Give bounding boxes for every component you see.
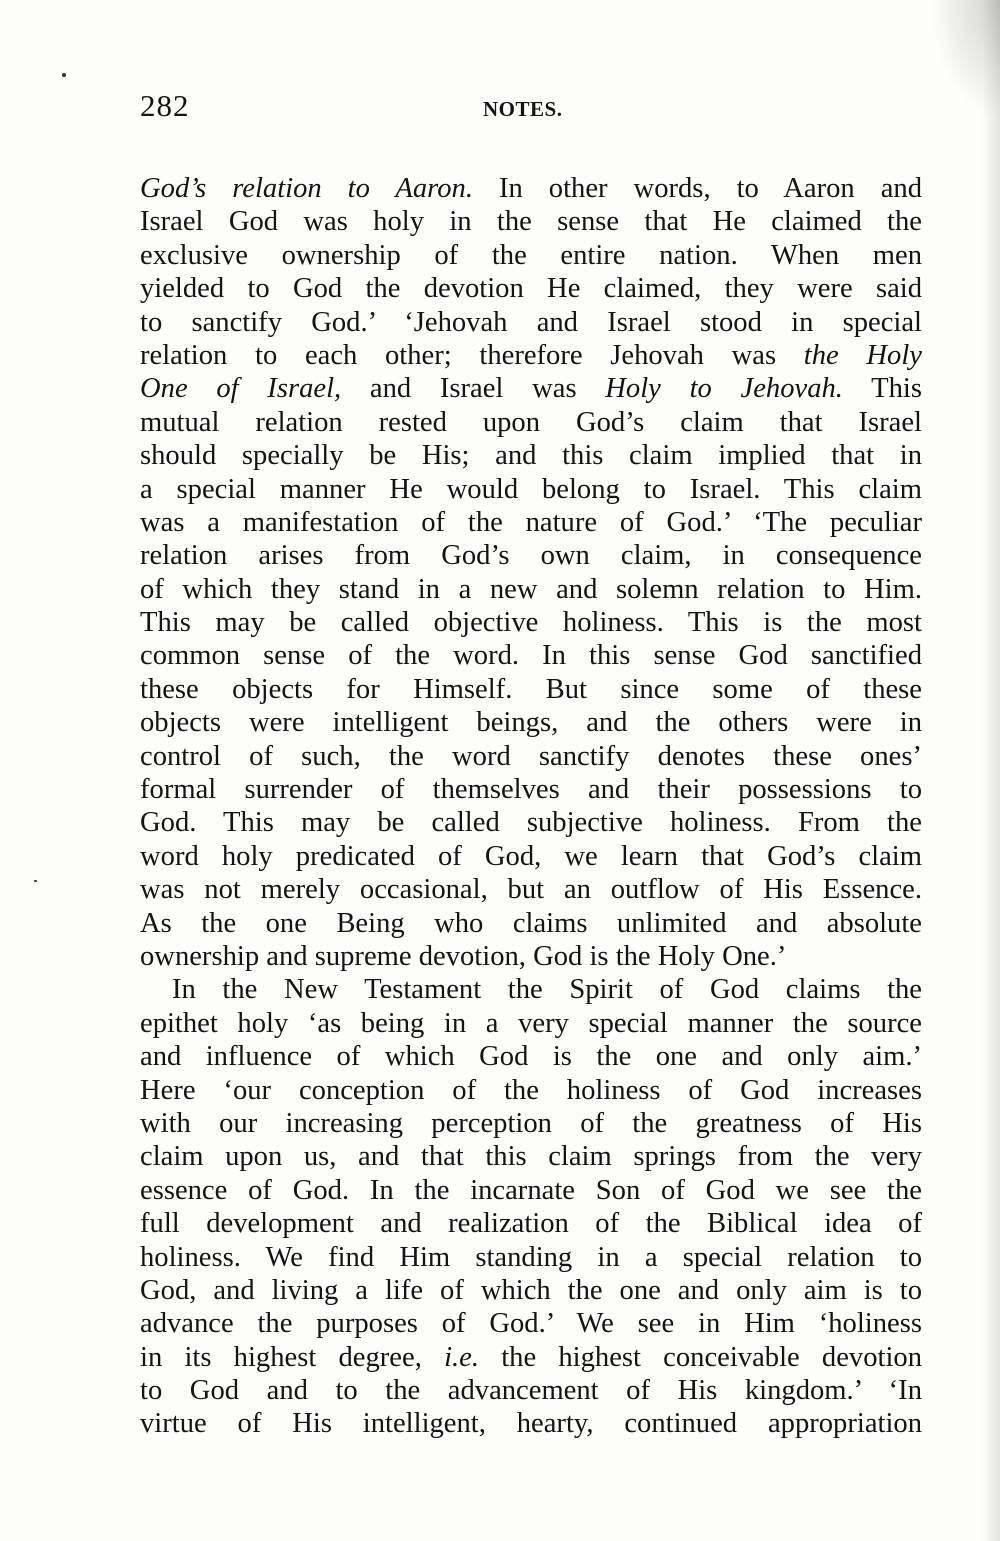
text-line: ownership and supreme devotion, God is the Holy One.’ <box>140 940 787 972</box>
text-line: and influence of which God is the one and only aim.’ <box>140 1041 922 1073</box>
italic-text: the Holy <box>803 339 922 371</box>
text-line <box>140 372 922 405</box>
text-line: was a manifestation of the nature of God.’ ‘The peculiar <box>140 506 922 538</box>
text-line: relation arises from God’s own claim, in consequence <box>140 540 922 572</box>
text-line: essence of God. In the incarnate Son of God we see the <box>140 1174 922 1206</box>
text-line: to God and to the advancement of His kingdom.’ ‘In <box>140 1375 922 1407</box>
text-line: Israel God was holy in the sense that He claimed the <box>140 206 922 238</box>
text-line: common sense of the word. In this sense God sanctified <box>140 640 922 672</box>
text-line: Here ‘our conception of the holiness of God increases <box>140 1074 922 1106</box>
text-line: God. This may be called subjective holiness. From the <box>140 807 922 839</box>
page-header <box>140 88 922 128</box>
text-line: with our increasing perception of the greatness of His <box>140 1107 922 1139</box>
text-line <box>140 1341 922 1374</box>
print-speck <box>62 73 66 77</box>
text-run: In other words, to Aaron and <box>472 173 922 204</box>
text-line: formal surrender of themselves and their possessions to <box>140 774 922 806</box>
text-line: full development and realization of the Biblical idea of <box>140 1208 922 1240</box>
text-run: the highest conceivable devotion <box>479 1341 922 1373</box>
text-line: to sanctify God.’ ‘Jehovah and Israel stood in special <box>140 306 922 338</box>
text-line: a special manner He would belong to Israel. This claim <box>140 473 922 505</box>
text-line <box>140 172 922 205</box>
text-line: As the one Being who claims unlimited and absolute <box>140 907 922 939</box>
italic-text: i.e. <box>444 1341 479 1373</box>
text-line: claim upon us, and that this claim springs from the very <box>140 1141 922 1173</box>
italic-text: Holy to Jehovah. <box>605 373 843 405</box>
text-line: holiness. We find Him standing in a special relation to <box>140 1241 922 1273</box>
text-line: control of such, the word sanctify denotes these ones’ <box>140 740 922 772</box>
text-line: yielded to God the devotion He claimed, they were said <box>140 273 922 305</box>
text-line: objects were intelligent beings, and the others were in <box>140 707 922 739</box>
text-line: God, and living a life of which the one and only aim is to <box>140 1274 922 1306</box>
print-speck <box>34 880 37 882</box>
page-corner-shadow <box>930 0 1000 120</box>
text-line: word holy predicated of God, we learn that God’s claim <box>140 840 922 872</box>
text-line: should specially be His; and this claim implied that in <box>140 440 922 472</box>
italic-text: One of Israel, <box>140 373 342 405</box>
text-line: was not merely occasional, but an outflow of His Essence. <box>140 874 922 906</box>
text-line: In the New Testament the Spirit of God claims the <box>172 974 922 1006</box>
page-number: 282 <box>140 88 190 123</box>
text-line: of which they stand in a new and solemn relation to Him. <box>140 573 922 605</box>
text-line <box>140 339 922 372</box>
italic-text: God’s relation to Aaron. <box>140 173 473 204</box>
text-line: advance the purposes of God.’ We see in Him ‘holiness <box>140 1308 922 1340</box>
text-line: mutual relation rested upon God’s claim that Israel <box>140 406 922 438</box>
text-line: virtue of His intelligent, hearty, continued appropriation <box>140 1408 922 1440</box>
text-run: and Israel was <box>341 373 606 405</box>
text-line: exclusive ownership of the entire nation. When men <box>140 239 922 271</box>
text-line: This may be called objective holiness. This is the most <box>140 607 922 639</box>
text-run: This <box>842 373 922 405</box>
text-line: these objects for Himself. But since some of these <box>140 673 922 705</box>
running-head: NOTES. <box>483 97 563 121</box>
text-run: relation to each other; therefore Jehovah was <box>140 339 804 371</box>
text-line: epithet holy ‘as being in a very special manner the source <box>140 1007 922 1039</box>
page-edge-shadow <box>982 0 1000 1541</box>
body-text <box>140 172 922 1441</box>
text-run: in its highest degree, <box>140 1341 445 1373</box>
